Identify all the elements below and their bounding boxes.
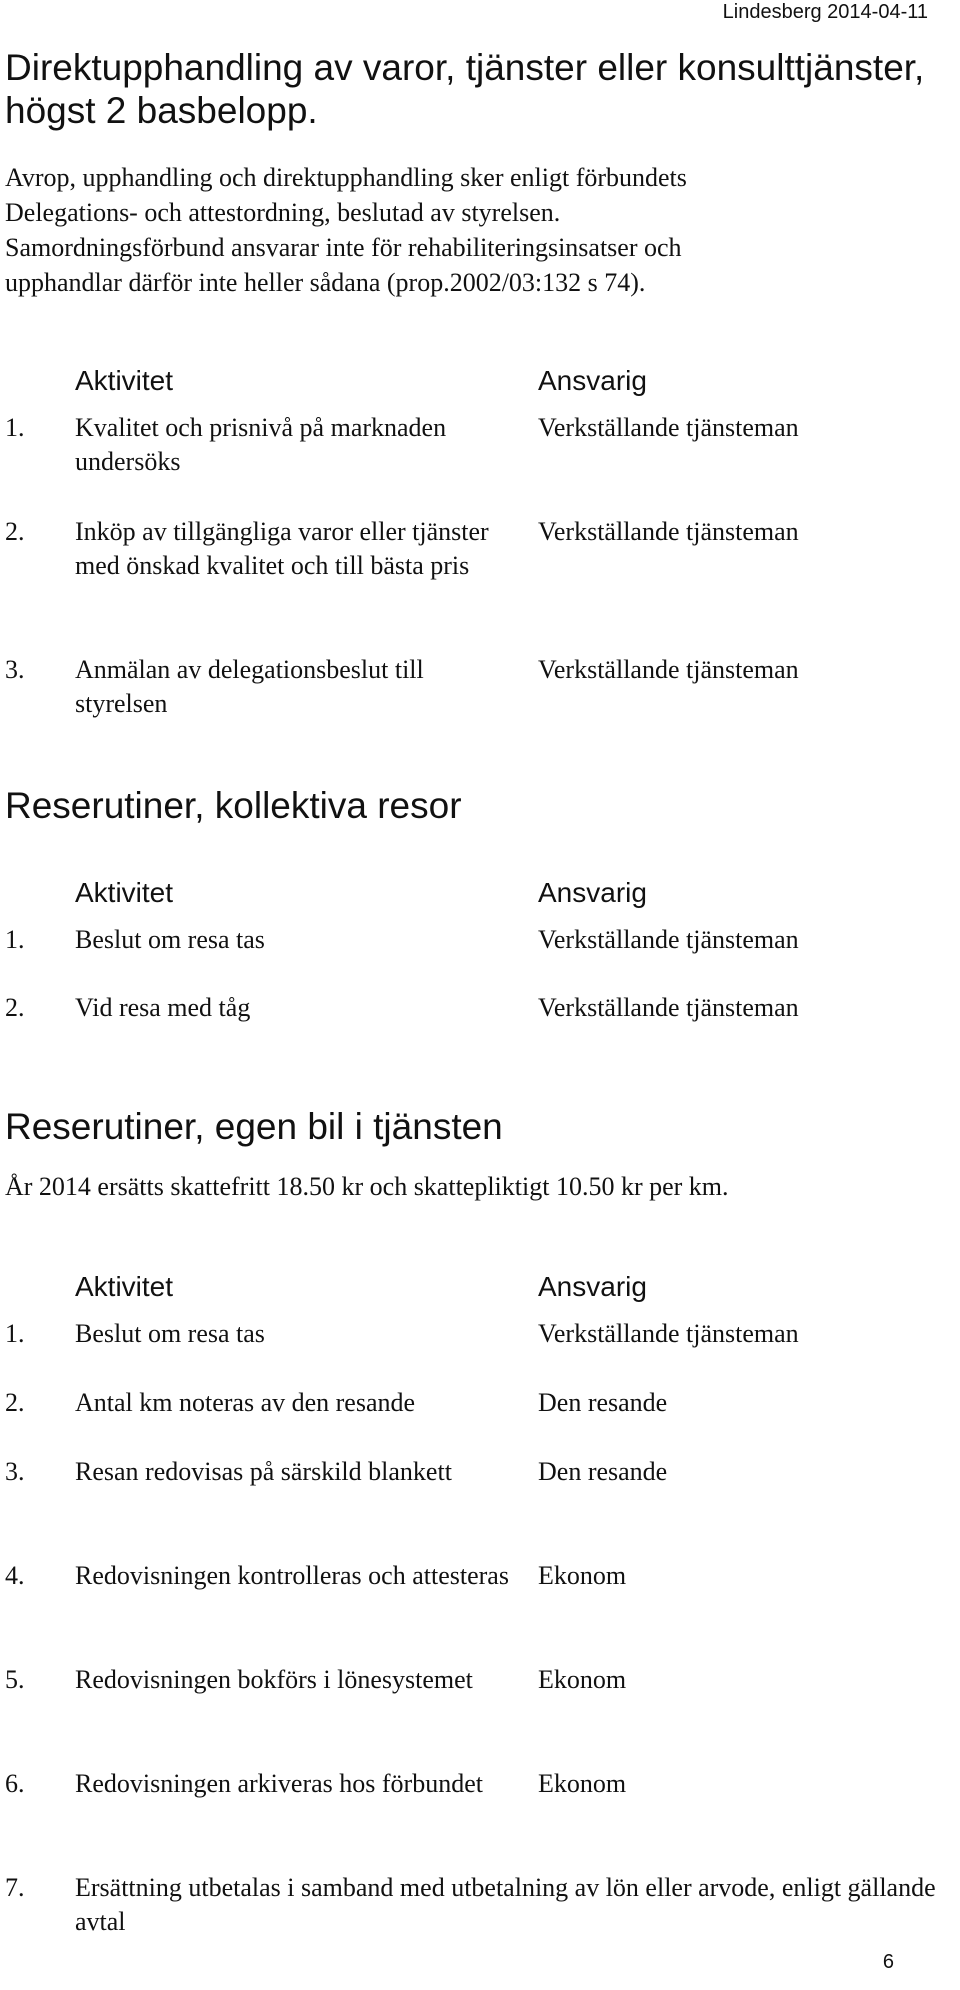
intro-line: Avrop, upphandling och direktupphandling sker enligt förbundets xyxy=(5,163,687,192)
row-activity: Redovisningen kontrolleras och attesteras xyxy=(75,1561,509,1590)
section3-title: Reserutiner, egen bil i tjänsten xyxy=(5,1106,503,1147)
row-number: 2. xyxy=(5,993,25,1022)
row-responsible: Den resande xyxy=(538,1388,668,1417)
section1-col-activity: Aktivitet xyxy=(75,365,174,396)
row-number: 3. xyxy=(5,655,25,684)
row-responsible: Verkställande tjänsteman xyxy=(538,993,799,1022)
intro-line: Samordningsförbund ansvarar inte för rehabiliteringsinsatser och xyxy=(5,233,682,262)
section2-col-activity: Aktivitet xyxy=(75,877,174,908)
section1-col-responsible: Ansvarig xyxy=(538,365,647,396)
row-responsible: Verkställande tjänsteman xyxy=(538,925,799,954)
row-number: 4. xyxy=(5,1561,25,1590)
section3-col-responsible: Ansvarig xyxy=(538,1271,647,1302)
row-responsible: Verkställande tjänsteman xyxy=(538,517,799,546)
row-number: 1. xyxy=(5,413,25,442)
intro-paragraph xyxy=(5,160,945,300)
row-number: 2. xyxy=(5,517,25,546)
row-number: 5. xyxy=(5,1665,25,1694)
intro-line: upphandlar därför inte heller sådana (prop.2002/03:132 s 74). xyxy=(5,268,646,297)
row-activity: Resan redovisas på särskild blankett xyxy=(75,1457,452,1486)
row-activity: Inköp av tillgängliga varor eller tjänster med önskad kvalitet och till bästa pris xyxy=(75,517,489,580)
row-activity: Beslut om resa tas xyxy=(75,1319,265,1348)
intro-line: Delegations- och attestordning, beslutad av styrelsen. xyxy=(5,198,561,227)
row-responsible: Ekonom xyxy=(538,1561,627,1590)
row-activity: Redovisningen arkiveras hos förbundet xyxy=(75,1769,483,1798)
row-responsible: Verkställande tjänsteman xyxy=(538,413,799,442)
section2-col-responsible: Ansvarig xyxy=(538,877,647,908)
row-number: 7. xyxy=(5,1873,25,1902)
row-activity: Antal km noteras av den resande xyxy=(75,1388,416,1417)
row-activity: Beslut om resa tas xyxy=(75,925,265,954)
header-date: Lindesberg 2014-04-11 xyxy=(722,1,928,23)
row-activity: Ersättning utbetalas i samband med utbetalning av lön eller arvode, enligt gällande avtal xyxy=(75,1873,936,1936)
mileage-note: År 2014 ersätts skattefritt 18.50 kr och skattepliktigt 10.50 kr per km. xyxy=(5,1172,729,1201)
row-responsible: Verkställande tjänsteman xyxy=(538,655,799,684)
row-number: 6. xyxy=(5,1769,25,1798)
page-number: 6 xyxy=(882,1951,894,1973)
row-responsible: Ekonom xyxy=(538,1665,627,1694)
row-activity: Anmälan av delegationsbeslut till styrelsen xyxy=(75,655,424,718)
row-number: 2. xyxy=(5,1388,25,1417)
row-activity: Redovisningen bokförs i lönesystemet xyxy=(75,1665,473,1694)
section3-col-activity: Aktivitet xyxy=(75,1271,174,1302)
row-responsible: Den resande xyxy=(538,1457,668,1486)
page-title: Direktupphandling av varor, tjänster eller konsulttjänster, högst 2 basbelopp. xyxy=(5,47,925,131)
row-number: 1. xyxy=(5,1319,25,1348)
row-activity: Kvalitet och prisnivå på marknaden undersöks xyxy=(75,413,447,476)
row-number: 3. xyxy=(5,1457,25,1486)
row-activity: Vid resa med tåg xyxy=(75,993,251,1022)
row-responsible: Ekonom xyxy=(538,1769,627,1798)
section2-title: Reserutiner, kollektiva resor xyxy=(5,785,462,826)
row-responsible: Verkställande tjänsteman xyxy=(538,1319,799,1348)
row-number: 1. xyxy=(5,925,25,954)
